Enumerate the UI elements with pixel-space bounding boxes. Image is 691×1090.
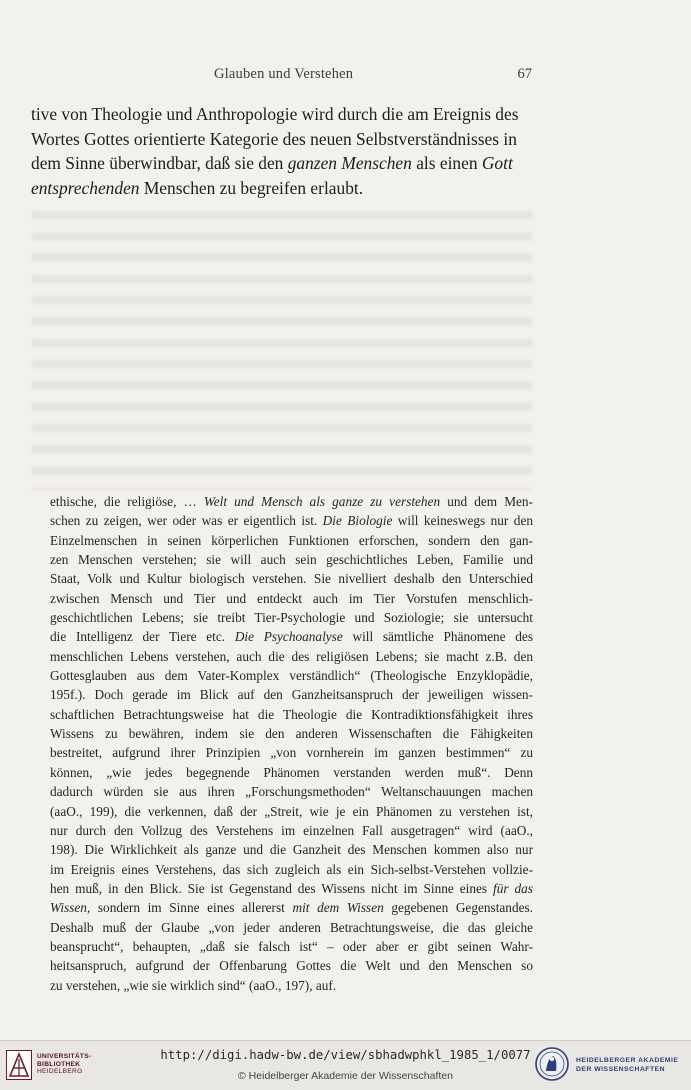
text-line: dadurch würden sie aus ihren „Forschungsmethoden“ Weltanschauungen machen — [50, 784, 533, 800]
text-line: im Ereignis eines Verstehens, das sich zugleich als ein Sich-selbst-Verstehen vollzie- — [50, 861, 533, 877]
emphasis: Gott — [481, 153, 513, 173]
text-line — [31, 176, 533, 201]
running-head: Glauben und Verstehen — [214, 66, 354, 82]
text-line — [50, 492, 533, 511]
text: will sämtliche Phänomene des — [342, 629, 533, 645]
text-line: 195f.). Doch gerade im Blick auf den Ganzheitsanspruch der jeweiligen wissen- — [50, 687, 533, 703]
text-line — [50, 879, 533, 898]
text-line: 198). Die Wirklichkeit als ganze und die Ganzheit des Menschen kommen also nur — [50, 842, 533, 858]
text-line: zu verstehen, „wie sie wirklich sind“ (aaO., 197), auf. — [50, 977, 337, 993]
text-line: menschlichen Lebens verstehen, auch die des religiösen Lebens; sie macht z.B. den — [50, 648, 533, 664]
text-line: Einzelmenschen in seinen körperlichen Funktionen erforschen, sondern den gan- — [50, 532, 533, 548]
text-line: (aaO., 199), die verkennen, daß der „Streit, wie je ein Phänomen zu verstehen ist, — [50, 803, 533, 819]
text-line — [50, 511, 533, 530]
text: HEIDELBERGER AKADEMIE — [576, 1057, 679, 1064]
text-line: Wissens zu bewähren, indem sie den anderen Wissenschaften die Fähigkeiten — [50, 726, 533, 742]
emphasis: Die Psychoanalyse — [234, 629, 343, 645]
source-url-link[interactable]: http://digi.hadw-bw.de/view/sbhadwphkl_1985_1/0077 — [160, 1048, 531, 1062]
text: schen zu zeigen, wer oder was er eigentlich ist. — [50, 513, 323, 529]
text-line: schaftlichen Betrachtungsweise hat die Theologie die Kontradiktionsfähigkeit ihres — [50, 706, 533, 722]
text: dem Sinne überwindbar, daß sie den — [31, 153, 288, 173]
page-number: 67 — [517, 66, 532, 82]
text: will keineswegs nur den — [392, 513, 533, 529]
text-line: zen Menschen verstehen; sie will auch sein geschichtliches Leben, Familie und — [50, 552, 533, 568]
copyright-notice: © Heidelberger Akademie der Wissenschaften — [238, 1070, 453, 1082]
text-line: geschichtlichen Lebens; sie treibt Tier-Psychologie und Soziologie; sie untersucht — [50, 610, 533, 626]
emphasis: für das — [493, 880, 533, 896]
text: tive von Theologie und Anthropologie wird durch die am Ereignis des — [31, 104, 519, 124]
text-line: beansprucht“, behaupten, „daß sie falsch ist“ – oder aber er gibt seinen Wahr- — [50, 938, 533, 954]
text-line: nur durch den Vollzug des Verstehens im einzelnen Fall ausgetragen“ wird (aaO., — [50, 822, 533, 838]
text-line: Gottesglauben aus dem Vater-Komplex verständlich“ (Theologische Enzyklopädie, — [50, 668, 533, 684]
emphasis: mit dem Wissen — [292, 900, 384, 916]
emphasis: ganzen Menschen — [287, 153, 412, 173]
text-line: heitsanspruch, aufgrund der Offenbarung Gottes die Welt und den Menschen so — [50, 958, 533, 974]
text: die Intelligenz der Tiere etc. — [50, 629, 235, 645]
text-line: zwischen Mensch und Tier und entdeckt auch im Tier Vorstufen menschlich- — [50, 590, 533, 606]
academy-seal-icon[interactable] — [535, 1047, 569, 1081]
text: ethische, die religiöse, … — [50, 494, 204, 509]
text-line: Staat, Volk und Kultur biologisch verstehen. Sie nivelliert deshalb den Unterschied — [50, 571, 533, 587]
text: gegebenen Gegenstandes. — [383, 900, 533, 916]
text: als einen — [411, 153, 482, 173]
text: HEIDELBERG — [37, 1068, 83, 1076]
text: BIBLIOTHEK — [37, 1060, 81, 1068]
emphasis: Die Biologie — [322, 513, 393, 529]
text: Menschen zu begreifen erlaubt. — [139, 177, 364, 198]
text: Wortes Gottes orientierte Kategorie des neuen Selbstverständnisses in — [31, 128, 517, 149]
text-line: bestreitet, aufgrund ihrer Prinzipien „von vornherein im ganzen bestimmen“ zu — [50, 745, 533, 761]
emphasis: Welt und Mensch als ganze zu verstehen — [203, 494, 441, 509]
text-line — [31, 127, 533, 152]
text: und dem Men- — [440, 494, 533, 509]
quotation-block — [50, 492, 533, 995]
text: hen muß, in den Blick. Sie ist Gegenstand des Wissens nicht im Sinne eines — [50, 880, 494, 896]
text: DER WISSENSCHAFTEN — [576, 1066, 666, 1073]
text-line: können, „wie jedes begegnende Phänomen verstanden werden muß“. Denn — [50, 764, 533, 780]
emphasis: Wissen, — [50, 900, 91, 916]
text-line — [50, 627, 533, 646]
text-line — [31, 151, 533, 176]
text: sondern im Sinne eines allererst — [90, 900, 293, 916]
bleed-through-shadow — [32, 200, 532, 490]
text: UNIVERSITÄTS- — [37, 1053, 92, 1060]
body-paragraph — [31, 102, 533, 200]
text-line — [50, 898, 533, 917]
text-line — [31, 102, 533, 127]
emphasis: entsprechenden — [31, 177, 140, 198]
footer-bar — [0, 1040, 691, 1090]
academy-name[interactable] — [576, 1056, 678, 1074]
text-line: Deshalb muß der Glaube „von jeder anderen Betrachtungsweise, die das gleiche — [50, 919, 533, 935]
